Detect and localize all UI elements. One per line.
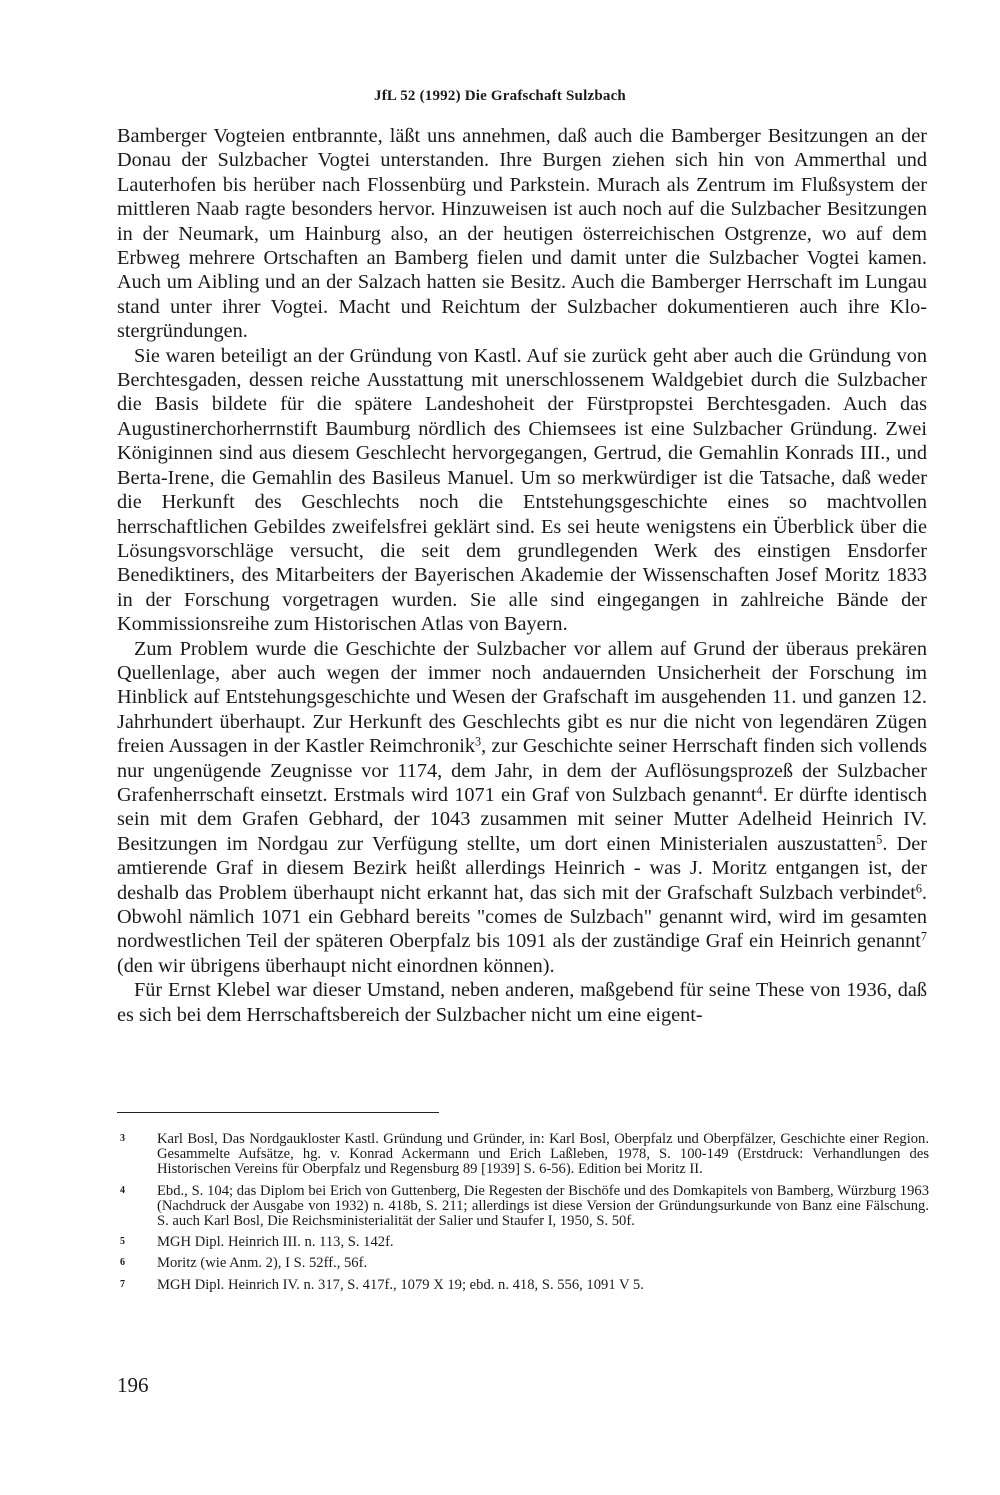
text-run: Zum Problem wurde die Geschichte der Sulzbacher vor allem auf Grund der überaus prekären Quellenlage, aber auch wegen der immer noch andauernden Unsicherheit der Forschung im Hinblick auf Entstehungsgeschichte und Wesen der Grafschaft im ausgehenden 11. und ganzen 12. Jahrhundert überhaupt. Zur Herkunft des Geschlechts gibt es nur die nicht von legendären Zügen freien Aussagen in der Kastler Reimchronik <box>117 637 927 758</box>
footnote-text: MGH Dipl. Heinrich IV. n. 317, S. 417f., 1079 X 19; ebd. n. 418, S. 556, 1091 V 5. <box>157 1276 644 1293</box>
footnote-ref-4: 4 <box>756 783 763 798</box>
running-header: JfL 52 (1992) Die Grafschaft Sulzbach <box>374 88 626 104</box>
footnote <box>117 1132 929 1178</box>
footnote <box>117 1184 929 1230</box>
footnote-ref-7: 7 <box>920 929 927 944</box>
paragraph: Bamberger Vogteien entbrannte, läßt uns annehmen, daß auch die Bamberger Besitzungen an der Donau der Sulzbacher Vogtei unterstanden. Ihre Burgen ziehen sich hin von Ammerthal und Lauterhofen bis herüber nach Flossenbürg und Parkstein. Murach als Zentrum im Flußsystem der mittleren Naab ragte besonders hervor. Hinzuweisen ist auch noch auf die Sulzbacher Besitzungen in der Neumark, um Hainburg also, an der heutigen österreichischen Ostgrenze, wo auf dem Erbweg mehrere Ortschaften an Bamberg fielen und damit unter die Sulzbacher Vogtei kamen. Auch um Aibling und an der Salzach hatten sie Besitz. Auch die Bamberger Herrschaft im Lungau stand unter ihrer Vogtei. Macht und Reichtum der Sulzbacher dokumentieren auch ihre Klostergründungen. <box>117 125 927 343</box>
footnote-ref-3: 3 <box>475 734 482 749</box>
footnote-number: 5 <box>120 1236 125 1248</box>
footnote-number: 6 <box>120 1257 125 1269</box>
footnote-number: 3 <box>120 1133 125 1144</box>
footnote-divider <box>117 1112 439 1113</box>
footnote-ref-5: 5 <box>876 832 883 847</box>
text-run: . Der amtierende Graf in diesem Bezirk heißt allerdings Heinrich - was J. Moritz entgangen ist, der deshalb das Problem überhaupt nicht erkannt hat, das sich mit der Grafschaft Sulzbach verbindet <box>117 832 928 904</box>
text-run: (den wir übrigens überhaupt nicht einordnen können). <box>117 954 555 977</box>
footnote-number: 4 <box>120 1184 125 1196</box>
footnote <box>117 1278 929 1293</box>
footnote-text: MGH Dipl. Heinrich III. n. 113, S. 142f. <box>157 1234 394 1251</box>
footnote <box>117 1235 929 1250</box>
text-run: . Obwohl nämlich 1071 ein Gebhard bereits "comes de Sulzbach" genannt wird, wird im gesamten nordwestlichen Teil der späteren Oberpfalz bis 1091 als der zuständige Graf ein Heinrich genannt <box>117 881 927 953</box>
text-run: , zur Geschichte seiner Herrschaft finden sich vollends nur ungenügende Zeugnisse vor 1174, dem Jahr, in dem der Auflösungsprozeß der Sulzbacher Grafenherrschaft einsetzt. Erstmals wird 1071 ein Graf von Sulzbach genannt <box>117 735 927 806</box>
body-text <box>117 124 927 1027</box>
footnote-text: Ebd., S. 104; das Diplom bei Erich von Guttenberg, Die Regesten der Bischöfe und des Domkapitels von Bamberg, Würzburg 1963 (Nachdruck der Ausgabe von 1932) n. 418b, S. 211; allerdings ist diese Version der Gründungsurkunde von Banz eine Fälschung. S. auch Karl Bosl, Die Reichsministerialität der Salier und Staufer I, 1950, S. 50f. <box>157 1182 929 1230</box>
page-number: 196 <box>117 1373 149 1397</box>
paragraph: Sie waren beteiligt an der Gründung von Kastl. Auf sie zurück geht aber auch die Gründung von Berchtesgaden, dessen reiche Ausstattung mit unerschlossenem Waldgebiet durch die Sulzbacher die Basis bildete für die spätere Landeshoheit der Fürstpropstei Berchtesgaden. Auch das Augustinerchorherrnstift Baumburg nördlich des Chiemsees ist eine Sulzbacher Gründung. Zwei Königinnen sind aus diesem Geschlecht hervorgegangen, Gertrud, die Gemahlin Konrads III., und Berta-Irene, die Gemahlin des Basileus Manuel. Um so merkwürdiger ist die Tatsache, daß weder die Herkunft des Geschlechts noch die Entstehungsgeschichte eines so machtvollen herrschaftlichen Gebildes zweifelsfrei geklärt sind. Es sei heute wenigstens ein Überblick über die Lösungsvorschläge versucht, die seit dem grundlegenden Werk des einstigen Ensdorfer Benediktiners, des Mitarbeiters der Bayerischen Akademie der Wissenschaften Josef Moritz 1833 in der Forschung vorgetragen wurden. Sie alle sind eingegangen in zahlreiche Bände der Kommissionsreihe zum Historischen Atlas von Bayern. <box>117 344 927 636</box>
footnote <box>117 1256 929 1271</box>
paragraph: Für Ernst Klebel war dieser Umstand, neben anderen, maßgebend für seine These von 1936, daß es sich bei dem Herrschaftsbereich der Sulzbacher nicht um eine eigent- <box>117 979 927 1026</box>
paragraph <box>117 637 927 979</box>
footnote-text: Karl Bosl, Das Nordgaukloster Kastl. Gründung und Gründer, in: Karl Bosl, Oberpfalz und Oberpfälzer, Geschichte einer Region. Gesammelte Aufsätze, hg. v. Konrad Ackermann und Erich Laßleben, 1978, S. 100-149 (Erstdruck: Verhandlungen des Historischen Vereins für Oberpfalz und Regensburg 89 [1939] S. 6-56). Edition bei Moritz II. <box>157 1131 929 1178</box>
footnote-text: Moritz (wie Anm. 2), I S. 52ff., 56f. <box>157 1255 368 1272</box>
text-run: . Er dürfte identisch sein mit dem Grafen Gebhard, der 1043 zusammen mit seiner Mutter Adelheid Heinrich IV. Besitzungen im Nordgau zur Verfügung stellte, um dort einen Ministerialen auszustatten <box>117 783 927 855</box>
footnote-ref-6: 6 <box>915 880 922 895</box>
footnote-number: 7 <box>120 1278 125 1290</box>
footnotes <box>117 1132 929 1299</box>
